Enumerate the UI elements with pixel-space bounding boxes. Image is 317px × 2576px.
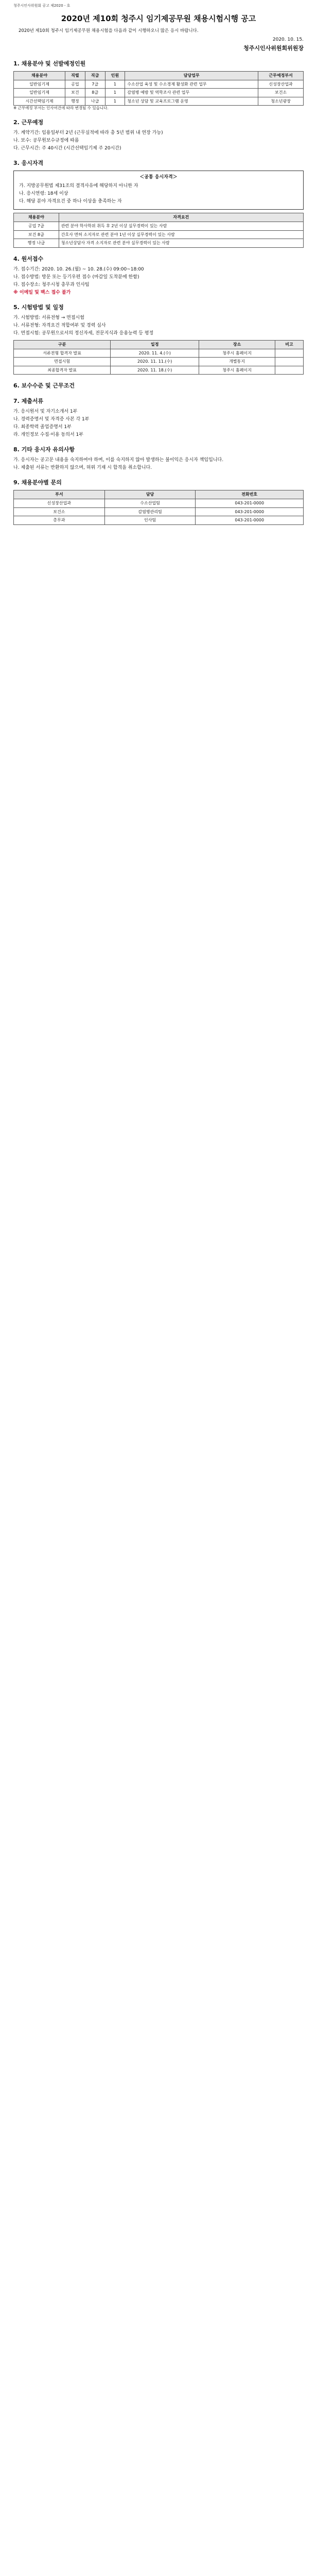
table-row [14,358,304,366]
cell: 1 [105,97,125,106]
section-5-title: 5. 시험방법 및 일정 [13,303,64,311]
table-row [14,239,304,248]
box-title: ＜공통 응시자격＞ [139,175,178,180]
cell: 공업 7급 [14,222,59,231]
cell [275,358,303,366]
section-4-title: 4. 원서접수 [13,255,44,262]
list-item: 다. 접수장소: 청주시청 총무과 인사팀 [13,282,90,287]
th: 직렬 [65,71,85,80]
section-1-title: 1. 채용분야 및 선발예정인원 [13,60,86,67]
list-item: 가. 계약기간: 임용일부터 2년 (근무실적에 따라 총 5년 범위 내 연장 가능) [13,130,163,136]
cell: 8급 [85,89,105,97]
th: 채용분야 [14,71,65,80]
table-row [14,97,304,106]
table-row [14,222,304,231]
issuer: 청주시인사위원회위원장 [243,45,304,52]
section-9-title: 9. 채용분야별 문의 [13,479,62,486]
table-row [14,80,304,89]
list-item: 다. 해당 분야 자격요건 중 하나 이상을 충족하는 자 [19,199,122,205]
cell [275,349,303,358]
cell: 7급 [85,80,105,89]
cell: 개별통지 [199,358,275,366]
th: 직급 [85,71,105,80]
cell: 2020. 11. 11.(수) [111,358,199,366]
cell: 공업 [65,80,85,89]
th: 구분 [14,341,111,349]
table-row [14,349,304,358]
list-item: 가. 응시원서 및 자기소개서 1부 [13,409,78,415]
cell: 행정 나급 [14,239,59,248]
table-row [14,499,304,508]
section-7-title: 7. 제출서류 [13,398,44,405]
warning-text: ※ 이메일 및 팩스 접수 불가 [13,290,71,295]
cell: 보건소 [14,507,105,516]
cell: 보건 [65,89,85,97]
cell: 청주시 홈페이지 [199,349,275,358]
cell: 청소년광장 [258,97,304,106]
requirements-table [13,213,304,247]
section-8-title: 8. 기타 응시자 유의사항 [13,446,75,453]
cell: 2020. 11. 18.(수) [111,366,199,375]
th: 담당업무 [125,71,258,80]
cell: 인사팀 [104,516,196,525]
contact-table [13,490,304,524]
cell: 간호사 면허 소지자로 관련 분야 1년 이상 실무경력이 있는 사람 [59,230,303,239]
table-row [14,366,304,375]
notice-date: 2020. 10. 15. [272,37,304,43]
section-6-title: 6. 보수수준 및 근무조건 [13,382,75,389]
cell: 일반임기제 [14,89,65,97]
lead-paragraph: 2020년 제10회 청주시 임기제공무원 채용시험을 다음과 같이 시행하오니 많은 응시 바랍니다. [19,28,199,33]
list-item: 라. 개인정보 수집·이용 동의서 1부 [13,432,83,438]
th: 채용분야 [14,213,59,222]
th: 전화번호 [196,490,304,499]
cell: 행정 [65,97,85,106]
schedule-table [13,340,304,375]
list-item: 가. 응시자는 공고문 내용을 숙지하여야 하며, 이를 숙지하지 않아 발생하는 불이익은 응시자 책임입니다. [13,457,224,463]
th: 자격요건 [59,213,303,222]
th: 담당 [104,490,196,499]
list-item: 가. 지방공무원법 제31조의 결격사유에 해당하지 아니한 자 [19,183,138,189]
cell: 1 [105,80,125,89]
list-item: 가. 접수기간: 2020. 10. 26.(월) ~ 10. 28.(수) 09:00~18:00 [13,266,144,272]
list-item: 나. 제출된 서류는 반환하지 않으며, 허위 기재 시 합격을 취소합니다. [13,465,152,471]
table-row [14,230,304,239]
common-requirements-box [13,171,304,210]
notice-number: 청주시인사위원회 공고 제2020 - 호 [13,4,71,8]
list-item: 다. 면접시험: 공무원으로서의 정신자세, 전문지식과 응용능력 등 평정 [13,330,154,336]
cell: 서류전형 합격자 발표 [14,349,111,358]
cell: 감염병관리팀 [104,507,196,516]
cell: 신성장산업과 [258,80,304,89]
cell: 신성장산업과 [14,499,105,508]
section-3-title: 3. 응시자격 [13,160,44,167]
list-item: 다. 최종학력 졸업증명서 1부 [13,425,72,430]
table-row [14,516,304,525]
cell: 수소산업 육성 및 수소경제 활성화 관련 업무 [125,80,258,89]
list-item: 가. 시험방법: 서류전형 → 면접시험 [13,315,84,320]
cell: 2020. 11. 4.(수) [111,349,199,358]
page-title: 2020년 제10회 청주시 임기제공무원 채용시험시행 공고 [61,14,256,24]
cell: 청소년 상담 및 교육프로그램 운영 [125,97,258,106]
list-item: 나. 경력증명서 및 자격증 사본 각 1부 [13,417,90,422]
cell: 나급 [85,97,105,106]
cell: 보건소 [258,89,304,97]
list-item: 나. 접수방법: 방문 또는 등기우편 접수 (마감일 도착분에 한함) [13,274,139,280]
cell: 청소년상담사 자격 소지자로 관련 분야 실무경력이 있는 사람 [59,239,303,248]
cell: 시간선택임기제 [14,97,65,106]
th: 일정 [111,341,199,349]
th: 비고 [275,341,303,349]
cell: 043-201-0000 [196,499,304,508]
cell: 수소산업팀 [104,499,196,508]
th: 부서 [14,490,105,499]
cell: 보건 8급 [14,230,59,239]
th: 장소 [199,341,275,349]
list-item: 나. 보수: 공무원보수규정에 따름 [13,138,79,144]
cell: 감염병 예방 및 역학조사 관련 업무 [125,89,258,97]
th: 근무예정부서 [258,71,304,80]
cell: 최종합격자 발표 [14,366,111,375]
list-item: 나. 응시연령: 18세 이상 [19,191,68,197]
cell: 043-201-0000 [196,507,304,516]
positions-table [13,71,304,106]
list-item: 다. 근무시간: 주 40시간 (시간선택임기제 주 20시간) [13,146,121,151]
section-2-title: 2. 근무예정 [13,119,44,126]
cell: 총무과 [14,516,105,525]
cell: 1 [105,89,125,97]
cell: 면접시험 [14,358,111,366]
th: 인원 [105,71,125,80]
cell: 일반임기제 [14,80,65,89]
cell [275,366,303,375]
table-row [14,507,304,516]
list-item: 나. 서류전형: 자격요건 적합여부 및 경력 심사 [13,323,106,328]
positions-note: ※ 근무예정 부서는 인사여건에 따라 변경될 수 있습니다. [13,106,109,111]
cell: 청주시 홈페이지 [199,366,275,375]
table-row [14,89,304,97]
cell: 관련 분야 학사학위 취득 후 2년 이상 실무경력이 있는 사람 [59,222,303,231]
cell: 043-201-0000 [196,516,304,525]
